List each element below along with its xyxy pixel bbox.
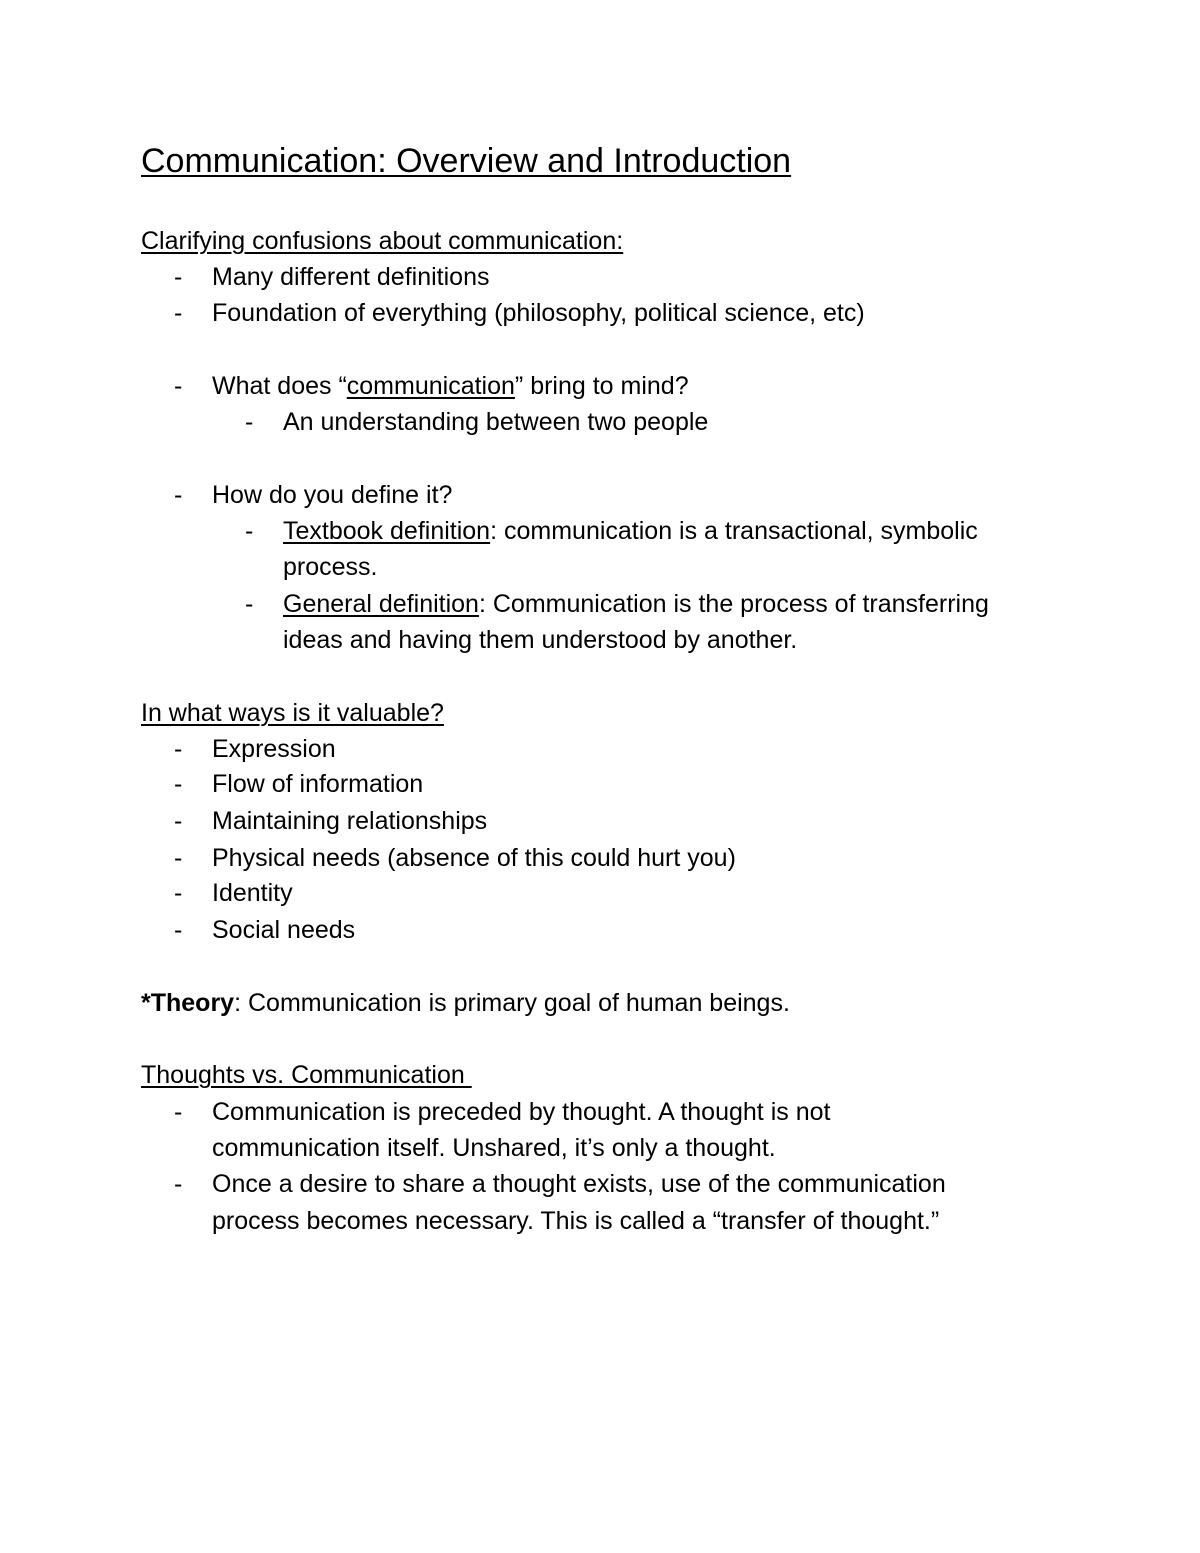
list-item-cont: process becomes necessary. This is called a “transfer of thought.” — [212, 1207, 940, 1235]
list-item-cont: communication itself. Unshared, it’s only a thought. — [212, 1134, 776, 1162]
list-item: Social needs — [212, 916, 356, 944]
question-suffix: ” bring to mind? — [514, 372, 689, 400]
question-define: How do you define it? — [212, 481, 453, 509]
list-item: Communication is preceded by thought. A thought is not — [212, 1098, 831, 1126]
section-heading-clarifying: Clarifying confusions about communication: — [141, 227, 624, 255]
list-item: Expression — [212, 735, 336, 763]
list-item: Flow of information — [212, 770, 424, 798]
bullet-dash: - — [174, 1170, 183, 1198]
bullet-dash: - — [174, 481, 183, 509]
general-definition-cont: ideas and having them understood by another. — [283, 626, 798, 654]
bullet-dash: - — [245, 590, 254, 618]
section-heading-valuable: In what ways is it valuable? — [141, 699, 444, 727]
list-item: Identity — [212, 879, 293, 907]
bullet-dash: - — [174, 735, 183, 763]
page-title: Communication: Overview and Introduction — [141, 142, 792, 180]
bullet-dash: - — [174, 807, 183, 835]
bullet-dash: - — [174, 1098, 183, 1126]
section-heading-thoughts: Thoughts vs. Communication — [141, 1061, 472, 1089]
general-definition — [283, 588, 989, 620]
theory-label: *Theory — [141, 989, 235, 1017]
bullet-dash: - — [174, 844, 183, 872]
general-label: General definition — [283, 590, 479, 618]
textbook-label: Textbook definition — [283, 517, 491, 545]
term-communication: communication — [346, 372, 515, 400]
general-text: : Communication is the process of transferring — [478, 590, 989, 618]
bullet-dash: - — [174, 916, 183, 944]
bullet-dash: - — [174, 770, 183, 798]
bullet-dash: - — [174, 372, 183, 400]
bullet-dash: - — [245, 408, 254, 436]
theory-statement — [141, 987, 790, 1019]
textbook-text: : communication is a transactional, symbolic — [490, 517, 978, 545]
bullet-dash: - — [174, 879, 183, 907]
bullet-dash: - — [174, 263, 183, 291]
question-what-does — [212, 370, 689, 402]
list-item: Once a desire to share a thought exists, use of the communication — [212, 1170, 946, 1198]
theory-text: : Communication is primary goal of human beings. — [234, 989, 790, 1017]
bullet-dash: - — [174, 299, 183, 327]
list-item: Foundation of everything (philosophy, political science, etc) — [212, 299, 865, 327]
list-item: Physical needs (absence of this could hurt you) — [212, 844, 736, 872]
bullet-dash: - — [245, 517, 254, 545]
list-item: Many different definitions — [212, 263, 490, 291]
textbook-definition-cont: process. — [283, 553, 378, 581]
textbook-definition — [283, 515, 978, 547]
list-item: An understanding between two people — [283, 408, 709, 436]
question-prefix: What does “ — [212, 372, 347, 400]
list-item: Maintaining relationships — [212, 807, 488, 835]
